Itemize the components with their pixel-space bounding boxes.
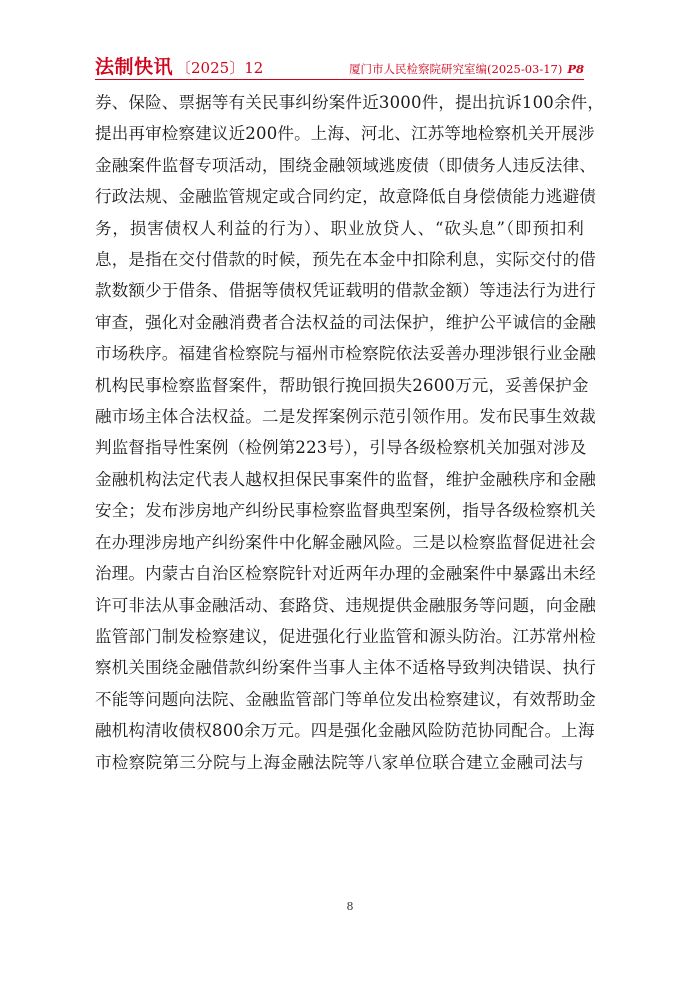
text-line: 融机构清收债权800余万元。四是强化金融风险防范协同配合。上海 xyxy=(95,721,595,741)
header-page-tag: P8 xyxy=(567,62,584,76)
page-number: 8 xyxy=(346,900,354,913)
text-line: 监管部门制发检察建议，促进强化行业监管和源头防治。江苏常州检 xyxy=(95,626,596,646)
text-line: 融市场主体合法权益。二是发挥案例示范引领作用。发布民事生效裁 xyxy=(95,407,596,427)
text-line: 治理。内蒙古自治区检察院针对近两年办理的金融案件中暴露出未经 xyxy=(95,564,596,584)
text-line: 察机关围绕金融借款纠纷案件当事人主体不适格导致判决错误、执行 xyxy=(95,658,596,678)
publication-title: 法制快讯 xyxy=(95,56,174,78)
text-line: 不能等问题向法院、金融监管部门等单位发出检察建议，有效帮助金 xyxy=(95,689,596,709)
text-line: 息，是指在交付借款的时候，预先在本金中扣除利息，实际交付的借 xyxy=(95,250,596,270)
issue-number: 〔2025〕12 xyxy=(176,59,264,77)
header-right xyxy=(349,61,584,77)
text-line: 行政法规、金融监管规定或合同约定，故意降低自身偿债能力逃避债 xyxy=(95,187,596,207)
text-line: 金融案件监督专项活动，围绕金融领域逃废债（即债务人违反法律、 xyxy=(95,155,596,175)
body-paragraph xyxy=(95,87,605,778)
header-left xyxy=(95,52,263,79)
text-line: 金融机构法定代表人越权担保民事案件的监督，维护金融秩序和金融 xyxy=(95,469,596,489)
text-line: 安全；发布涉房地产纠纷民事检察监督典型案例，指导各级检察机关 xyxy=(95,501,596,521)
text-line: 审查，强化对金融消费者合法权益的司法保护，维护公平诚信的金融 xyxy=(95,312,596,332)
publisher-info: 厦门市人民检察院研究室编(2025-03-17) xyxy=(349,62,563,76)
text-line: 机构民事检察监督案件，帮助银行挽回损失2600万元，妥善保护金 xyxy=(95,375,589,395)
text-line: 券、保险、票据等有关民事纠纷案件近3000件，提出抗诉100余件， xyxy=(95,93,605,112)
header-divider xyxy=(95,79,584,80)
text-line: 在办理涉房地产纠纷案件中化解金融风险。三是以检察监督促进社会 xyxy=(95,532,596,552)
text-line: 市检察院第三分院与上海金融法院等八家单位联合建立金融司法与 xyxy=(95,752,584,772)
text-line: 判监督指导性案例（检例第223号），引导各级检察机关加强对涉及 xyxy=(95,438,587,458)
text-line: 市场秩序。福建省检察院与福州市检察院依法妥善办理涉银行业金融 xyxy=(95,344,596,364)
text-line: 务，损害债权人利益的行为）、职业放贷人、“砍头息”（即预扣利 xyxy=(95,218,584,238)
page-header xyxy=(95,52,584,76)
text-line: 款数额少于借条、借据等债权凭证载明的借款金额）等违法行为进行 xyxy=(95,281,596,301)
text-line: 许可非法从事金融活动、套路贷、违规提供金融服务等问题，向金融 xyxy=(95,595,596,615)
text-line: 提出再审检察建议近200件。上海、河北、江苏等地检察机关开展涉 xyxy=(95,124,595,144)
